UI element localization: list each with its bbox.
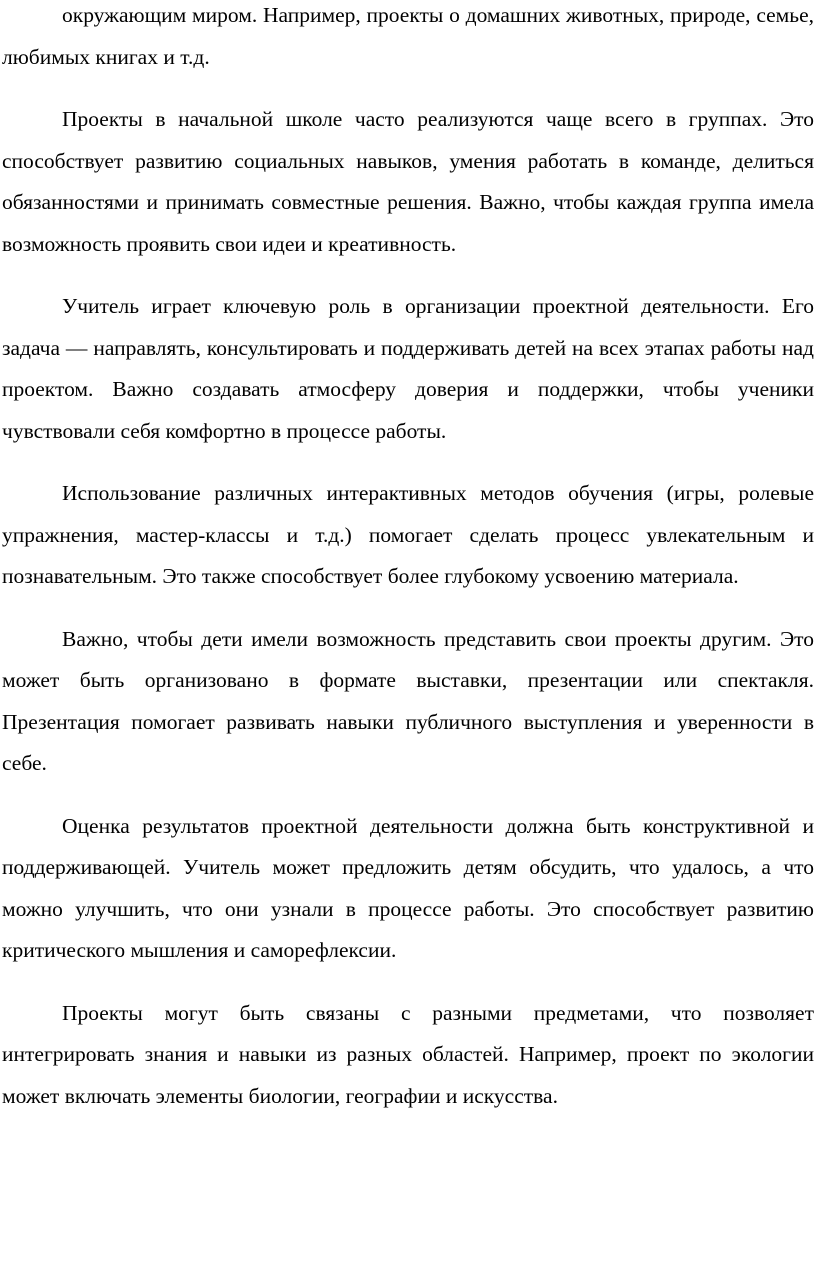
paragraph-interactive-methods: Использование различных интерактивных методов обучения (игры, ролевые упражнения, мастер-классы и т.д.) помогает сделать процесс увлекательным и познавательным. Это также способствует более глубокому усвоению материала. xyxy=(2,481,814,588)
paragraph-presentation: Важно, чтобы дети имели возможность представить свои проекты другим. Это может быть организовано в формате выставки, презентации или спектакля. Презентация помогает развивать навыки публичного выступления и уверенности в себе. xyxy=(2,626,814,775)
paragraph-group-projects: Проекты в начальной школе часто реализуются чаще всего в группах. Это способствует развитию социальных навыков, умения работать в команде, делиться обязанностями и принимать совместные решения. Важно, чтобы каждая группа имела возможность проявить свои идеи и креативность. xyxy=(2,107,814,256)
paragraph-continuation: окружающим миром. Например, проекты о домашних животных, природе, семье, любимых книгах и т.д. xyxy=(2,3,814,69)
paragraph-integration: Проекты могут быть связаны с разными предметами, что позволяет интегрировать знания и навыки из разных областей. Например, проект по экологии может включать элементы биологии, географии и искусства. xyxy=(2,1000,814,1108)
paragraph-teacher-role: Учитель играет ключевую роль в организации проектной деятельности. Его задача — направлять, консультировать и поддерживать детей на всех этапах работы над проектом. Важно создавать атмосферу доверия и поддержки, чтобы ученики чувствовали себя комфортно в процессе работы. xyxy=(2,294,814,443)
paragraph-evaluation: Оценка результатов проектной деятельности должна быть конструктивной и поддерживающей. Учитель может предложить детям обсудить, что удалось, а что можно улучшить, что они узнали в процессе работы. Это способствует развитию критического мышления и саморефлексии. xyxy=(2,813,814,962)
